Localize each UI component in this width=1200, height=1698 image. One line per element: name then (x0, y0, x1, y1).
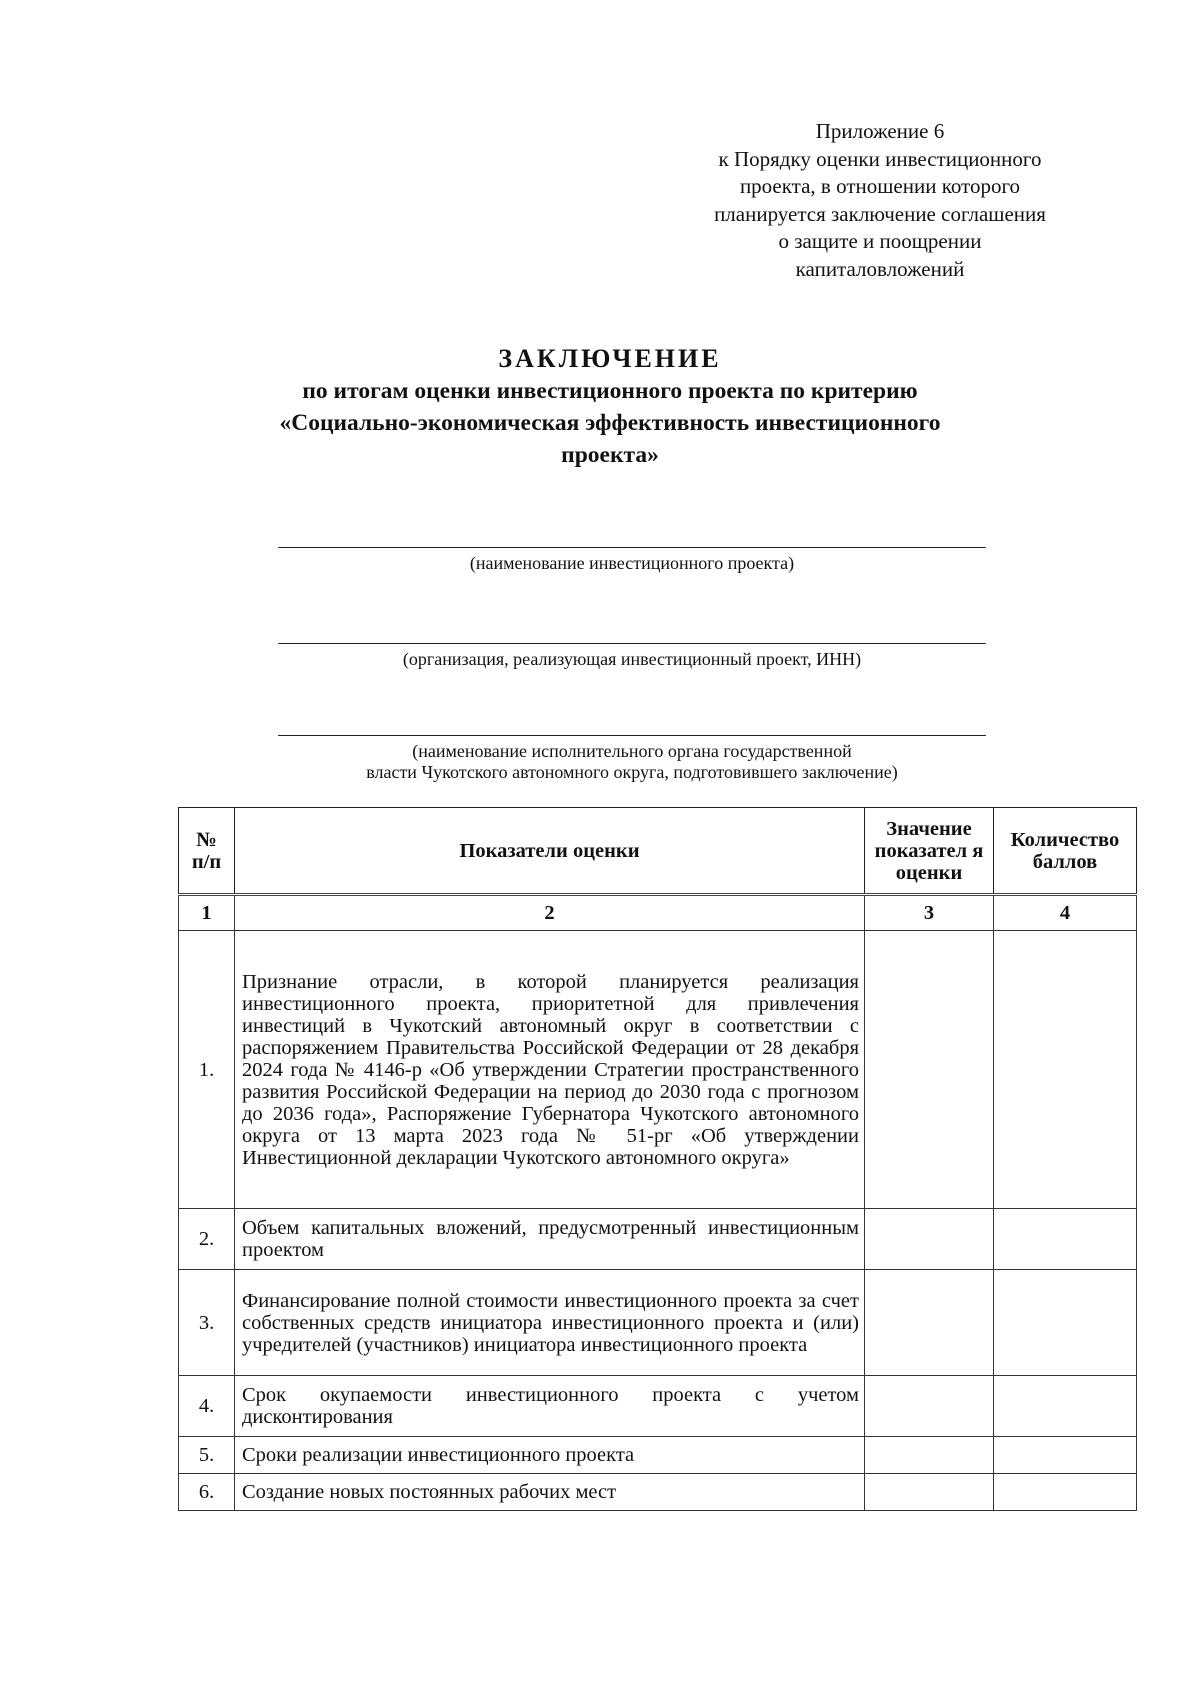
organization-line[interactable] (278, 643, 986, 644)
row-number: 6. (179, 1474, 235, 1511)
row-indicator: Сроки реализации инвестиционного проекта (235, 1437, 865, 1474)
appendix-reference (670, 118, 1090, 283)
row-score-cell[interactable] (994, 1270, 1137, 1376)
row-value-cell[interactable] (865, 1376, 994, 1437)
row-score-cell[interactable] (994, 1474, 1137, 1511)
header-value: Значение показател я оценки (865, 808, 994, 895)
table-row (179, 931, 1137, 1209)
table-row (179, 1209, 1137, 1270)
row-score-cell[interactable] (994, 931, 1137, 1209)
row-number: 4. (179, 1376, 235, 1437)
row-indicator: Финансирование полной стоимости инвестиционного проекта за счет собственных средств инициатора инвестиционного проекта и (или) учредителей (участников) инициатора инвестиционного проекта (235, 1270, 865, 1376)
row-score-cell[interactable] (994, 1437, 1137, 1474)
appendix-line: к Порядку оценки инвестиционного (718, 146, 1042, 171)
row-value-cell[interactable] (865, 1437, 994, 1474)
table-row (179, 1270, 1137, 1376)
organization-caption: (организация, реализующая инвестиционный проект, ИНН) (402, 649, 862, 669)
project-name-line[interactable] (278, 547, 986, 548)
title-line: по итогам оценки инвестиционного проекта по критерию (302, 378, 918, 404)
row-score-cell[interactable] (994, 1209, 1137, 1270)
row-value-cell[interactable] (865, 1474, 994, 1511)
row-value-cell[interactable] (865, 1209, 994, 1270)
project-name-caption: (наименование инвестиционного проекта) (469, 553, 795, 573)
row-indicator: Срок окупаемости инвестиционного проекта с учетом дисконтирования (235, 1376, 865, 1437)
title-main: ЗАКЛЮЧЕНИЕ (498, 344, 722, 373)
table-row (179, 1474, 1137, 1511)
appendix-line: капиталовложений (795, 256, 965, 281)
row-number: 3. (179, 1270, 235, 1376)
table-row (179, 1437, 1137, 1474)
header-score: Количество баллов (994, 808, 1137, 895)
row-score-cell[interactable] (994, 1376, 1137, 1437)
document-title (170, 343, 1050, 471)
row-number: 1. (179, 931, 235, 1209)
appendix-line: планируется заключение соглашения (714, 201, 1046, 226)
appendix-line: Приложение 6 (815, 119, 945, 143)
appendix-line: о защите и поощрении (778, 229, 982, 253)
column-number: 3 (865, 895, 994, 931)
appendix-line: проекта, в отношении которого (739, 174, 1021, 198)
row-indicator: Признание отрасли, в которой планируется реализация инвестиционного проекта, приоритетной для привлечения инвестиций в Чукотский автономный округ в соответствии с распоряжением Правительства Российской Федерации от 28 декабря 2024 года № 4146-р «Об утверждении Стратегии пространственного развития Российской Федерации на период до 2030 года с прогнозом до 2036 года», Распоряжение Губернатора Чукотского автономного округа от 13 марта 2023 года № 51-рг «Об утверждении Инвестиционной декларации Чукотского автономного округа» (235, 931, 865, 1209)
row-number: 5. (179, 1437, 235, 1474)
authority-line[interactable] (278, 735, 986, 736)
header-num: № п/п (179, 808, 235, 895)
row-value-cell[interactable] (865, 931, 994, 1209)
table-row (179, 1376, 1137, 1437)
row-indicator: Создание новых постоянных рабочих мест (235, 1474, 865, 1511)
row-indicator: Объем капитальных вложений, предусмотренный инвестиционным проектом (235, 1209, 865, 1270)
title-line: проекта» (561, 442, 659, 468)
row-number: 2. (179, 1209, 235, 1270)
authority-caption (278, 741, 986, 783)
column-number: 4 (994, 895, 1137, 931)
column-number: 2 (235, 895, 865, 931)
row-value-cell[interactable] (865, 1270, 994, 1376)
authority-caption-line: (наименование исполнительного органа государственной (412, 741, 852, 761)
table-header-row (179, 808, 1137, 895)
header-indicator: Показатели оценки (235, 808, 865, 895)
title-line: «Социально-экономическая эффективность инвестиционного (279, 410, 941, 436)
evaluation-table (178, 807, 1137, 1511)
authority-caption-line: власти Чукотского автономного округа, подготовившего заключение) (366, 762, 898, 782)
column-numbers-row (179, 895, 1137, 931)
column-number: 1 (179, 895, 235, 931)
